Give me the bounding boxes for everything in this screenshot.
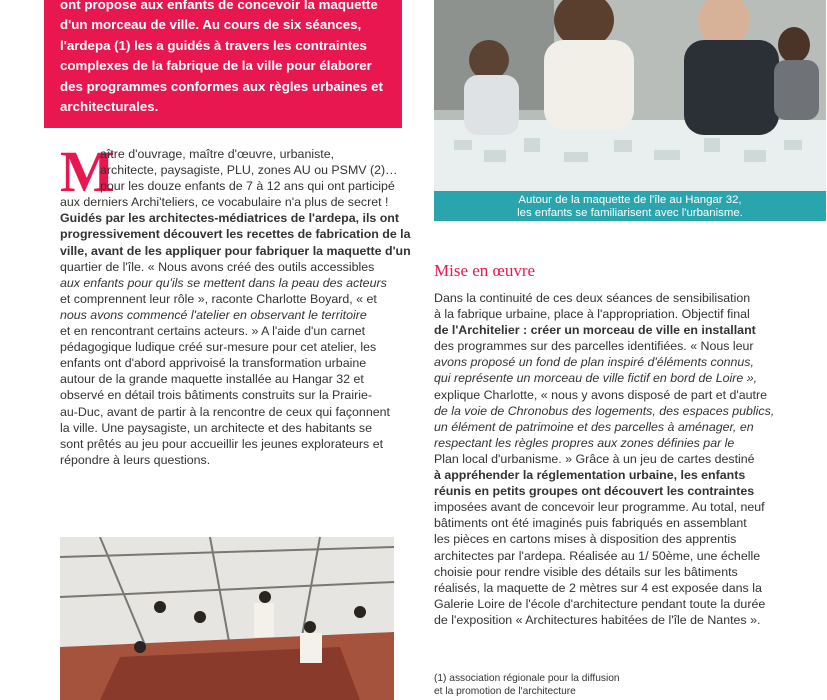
caption-line: les enfants se familiarisent avec l'urbanisme. (517, 207, 743, 219)
text-line: choisie pour rendre visible des détails sur les bâtiments (434, 564, 738, 579)
text-line: enfants ont d'abord apprivoisé la transformation urbaine (60, 356, 367, 371)
text-line: qui représente un morceau de ville fictif en bord de Loire », (434, 371, 758, 386)
text-line: architectes par l'ardepa. Réalisée au 1/ 50ème, une échelle (434, 548, 761, 563)
text-line: observé en détail trois bâtiments construits sur la Prairie- (60, 388, 372, 403)
text-line: Dans la continuité de ces deux séances de sensibilisation (434, 291, 751, 305)
text-line: progressivement découvert les recettes de fabrication de la (60, 227, 411, 242)
caption-line: Autour de la maquette de l'île au Hangar 32, (518, 194, 742, 206)
text-line: aux enfants pour qu'ils se mettent dans la peau des acteurs (60, 275, 387, 290)
text-line: à la fabrique urbaine, place à l'appropriation. Objectif final (434, 307, 750, 322)
text-line: des programmes sur des parcelles identifiées. « Nous leur (434, 339, 754, 354)
text-line: réunis en petits groupes ont découvert les contraintes (434, 484, 755, 499)
text-line: quartier de l'île. « Nous avons créé des outils accessibles (60, 259, 375, 274)
text-line: la ville. Une paysagiste, un architecte et des habitants se (60, 420, 373, 435)
intro-text (60, 0, 394, 117)
right-column-text (434, 290, 775, 628)
photo-illustration (434, 0, 826, 191)
drop-cap: M (60, 139, 115, 204)
text-line: Plan local d'urbanisme. » Grâce à un jeu de cartes destiné (434, 451, 755, 466)
intro-line: architecturales. (60, 99, 159, 115)
text-line: ville, avant de les appliquer pour fabriquer la maquette d'un (60, 243, 411, 258)
text-line: nous avons commencé l'atelier en observant le territoire (60, 307, 367, 322)
text-line: architecte, paysagiste, PLU, zones AU ou PSMV (2)… (100, 163, 398, 178)
text-line: et en rencontrant certains acteurs. » A l'aide d'un carnet (60, 324, 366, 339)
footnote (434, 672, 620, 698)
intro-line: d'un morceau de ville. Au cours de six séances, (60, 17, 362, 33)
text-line: imposées avant de concevoir leur programme. Au total, neuf (434, 500, 765, 515)
section-title: Mise en œuvre (434, 261, 536, 280)
text-line: aître d'ouvrage, maître d'œuvre, urbaniste, (100, 147, 335, 161)
intro-line: l'ardepa (1) les a guidés à travers les contraintes (60, 37, 367, 53)
intro-line: ont propose aux enfants de concevoir la maquette (60, 0, 378, 12)
text-line: Galerie Loire de l'école d'architecture pendant toute la durée (434, 596, 766, 611)
text-line: Guidés par les architectes-médiatrices de l'ardepa, ils ont (60, 211, 400, 226)
text-line: autour de la grande maquette installée au Hangar 32 et (60, 372, 364, 387)
footnote-line: (1) association régionale pour la diffusion (434, 673, 620, 684)
text-line: avons proposé un fond de plan inspiré d'éléments connus, (434, 355, 754, 370)
text-line: les pièces en cartons mises à disposition des apprentis (434, 532, 737, 547)
text-line: de l'Architelier : créer un morceau de ville en installant (434, 323, 756, 338)
intro-line: complexes de la fabrique de la ville pour élaborer (60, 58, 372, 74)
photo-illustration (60, 537, 394, 700)
text-line: explique Charlotte, « nous y avons disposé de part et d'autre (434, 387, 767, 402)
photo-children-maquette (434, 0, 826, 191)
intro-line: des programmes conformes aux règles urbaines et (60, 78, 383, 94)
text-line: de l'exposition « Architectures habitées de l'île de Nantes ». (434, 612, 761, 627)
text-line: et comprennent leur rôle », raconte Charlotte Boyard, « et (60, 291, 377, 306)
left-column-text (60, 139, 411, 468)
text-line: aux derniers Archi'teliers, ce vocabulaire n'a plus de secret ! (60, 195, 389, 210)
text-line: pédagogique ludique créé sur-mesure pour cet atelier, les (60, 340, 377, 355)
text-line: répondre à leurs questions. (60, 452, 211, 467)
footnote-line: et la promotion de l'architecture (434, 686, 576, 697)
photo-workshop-room (60, 537, 394, 700)
text-line: bâtiments ont été imaginés puis fabriqués en assemblant (434, 516, 747, 531)
photo-caption (434, 191, 826, 221)
text-line: réalisés, la maquette de 2 mètres sur 4 est exposée dans la (434, 580, 762, 595)
text-line: un élément de patrimoine et des parcelles à aménager, en (434, 419, 754, 434)
text-line: sont prêtés au jeu pour accueillir les jeunes explorateurs et (60, 436, 384, 451)
text-line: de la voie de Chronobus des logements, des espaces publics, (434, 403, 775, 418)
text-line: respectant les règles propres aux zones définies par le (434, 435, 735, 450)
text-line: pour les douze enfants de 7 à 12 ans qui ont participé (100, 179, 395, 194)
text-line: à appréhender la réglementation urbaine, les enfants (434, 468, 746, 483)
text-line: au-Duc, avant de partir à la rencontre de ceux qui façonnent (60, 404, 390, 419)
